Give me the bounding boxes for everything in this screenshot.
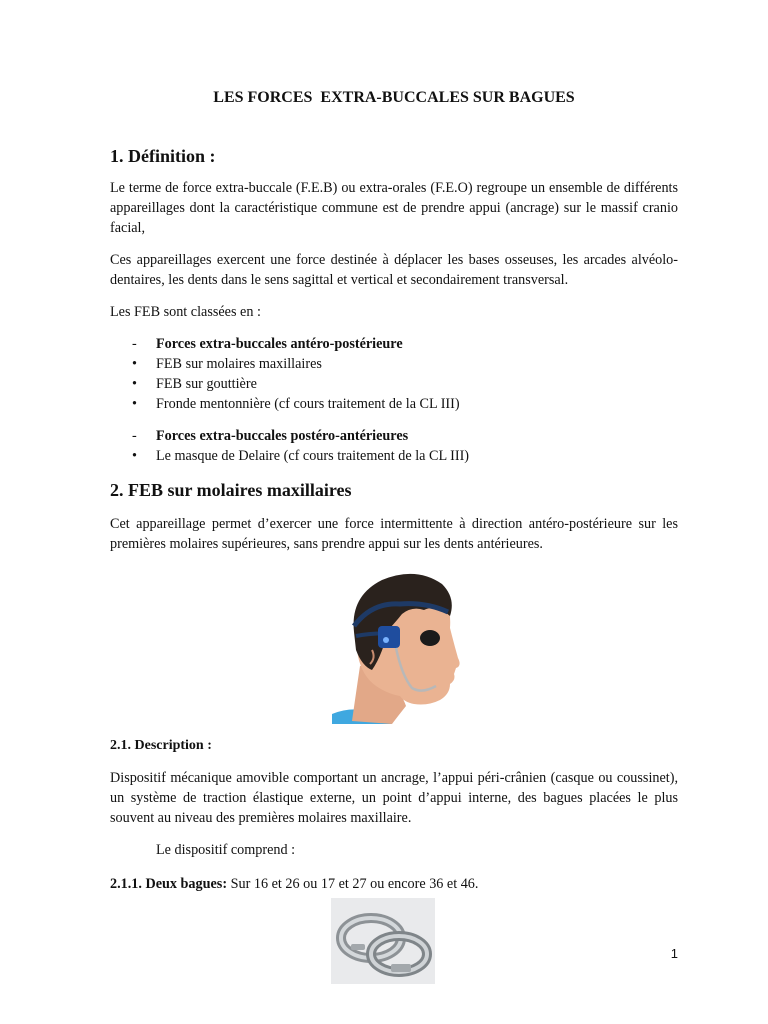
description-paragraph: Dispositif mécanique amovible comportant un ancrage, l’appui péri-crânien (casque ou coussinet), un système de traction élastique externe, un point d’appui interne, des bagues placées le plus souvent au niveau des premières molaires maxillaire. xyxy=(110,770,678,826)
list-item: • FEB sur molaires maxillaires xyxy=(132,356,322,372)
section-1-heading: 1. Définition : xyxy=(110,146,216,166)
list-item: • FEB sur gouttière xyxy=(132,376,257,392)
definition-paragraph-1: Le terme de force extra-buccale (F.E.B) ou extra-orales (F.E.O) regroupe un ensemble de différents appareillages dont la caractéristique commune est de prendre appui (ancrage) sur le massif cranio facial, xyxy=(110,180,678,236)
feb-molaires-paragraph: Cet appareillage permet d’exercer une force intermittente à direction antéro-postérieure sur les premières molaires supérieures, sans prendre appui sur les dents antérieures. xyxy=(110,516,678,552)
classification-list-1 xyxy=(132,334,460,414)
list-item: • Fronde mentonnière (cf cours traitement de la CL III) xyxy=(132,396,460,412)
classification-lead: Les FEB sont classées en : xyxy=(110,304,261,320)
headgear-profile-photo xyxy=(332,566,464,724)
section-2-heading: 2. FEB sur molaires maxillaires xyxy=(110,480,352,500)
classification-list-2 xyxy=(132,426,469,466)
definition-paragraph-2: Ces appareillages exercent une force destinée à déplacer les bases osseuses, les arcades alvéolo-dentaires, les dents dans le sens sagittal et vertical et secondairement transversal. xyxy=(110,252,678,288)
list-item: - Forces extra-buccales postéro-antérieures xyxy=(132,428,409,444)
dispositif-lead: Le dispositif comprend : xyxy=(156,842,296,858)
bagues-line xyxy=(110,874,478,894)
bagues-heading: 2.1.1. Deux bagues: xyxy=(110,876,228,892)
list-item: • Le masque de Delaire (cf cours traitement de la CL III) xyxy=(132,448,470,464)
bagues-text: Sur 16 et 26 ou 17 et 27 ou encore 36 et 46. xyxy=(227,876,479,892)
list-item: - Forces extra-buccales antéro-postérieure xyxy=(132,336,403,352)
description-heading: 2.1. Description : xyxy=(110,738,212,753)
document-title: LES FORCES EXTRA-BUCCALES SUR BAGUES xyxy=(213,89,575,106)
orthodontic-bands-photo xyxy=(331,898,435,984)
page-number: 1 xyxy=(670,946,678,961)
